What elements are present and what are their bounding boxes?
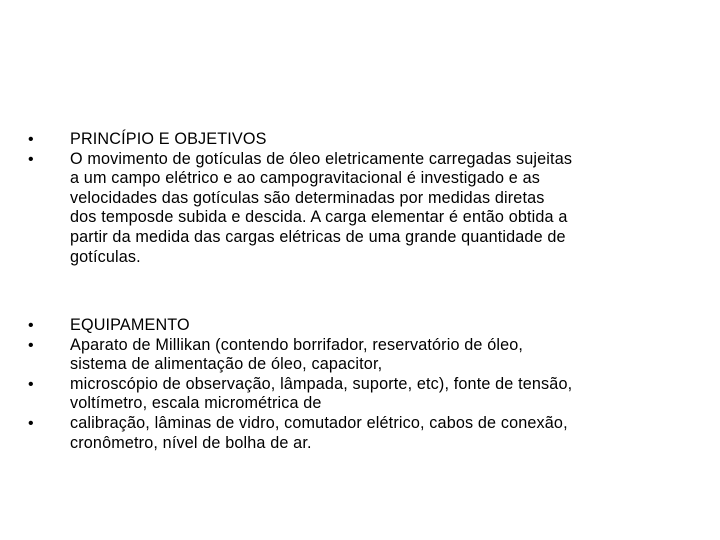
bullet-icon: • bbox=[28, 317, 34, 334]
bullet-icon: • bbox=[28, 131, 34, 148]
list-item-calibration bbox=[28, 414, 688, 453]
microscope-text: microscópio de observação, lâmpada, suporte, etc), fonte de tensão, voltímetro, escala micrométrica de bbox=[70, 374, 573, 413]
bullet-icon: • bbox=[28, 150, 34, 168]
list-item-principle-heading bbox=[28, 130, 688, 150]
bullet-icon: • bbox=[28, 336, 34, 354]
equipment-list bbox=[28, 316, 688, 453]
millikan-apparatus-text: Aparato de Millikan (contendo borrifador, reservatório de óleo, sistema de alimentação de óleo, capacitor, bbox=[70, 335, 524, 374]
calibration-text: calibração, lâminas de vidro, comutador elétrico, cabos de conexão, cronômetro, nível de bolha de ar. bbox=[70, 413, 568, 452]
list-item-millikan-apparatus bbox=[28, 336, 688, 375]
list-item-microscope bbox=[28, 375, 688, 414]
bullet-icon: • bbox=[28, 414, 34, 432]
list-item-equipment-heading bbox=[28, 316, 688, 336]
bullet-icon: • bbox=[28, 375, 34, 393]
principle-objectives-list bbox=[28, 130, 688, 267]
principle-heading: PRINCÍPIO E OBJETIVOS bbox=[70, 130, 267, 148]
list-item-principle-description bbox=[28, 150, 688, 268]
principle-description: O movimento de gotículas de óleo eletricamente carregadas sujeitas a um campo elétrico e ao campogravitacional é investigado e as velocidades das gotículas são determinadas por medidas diretas dos temposde subida e descida. A carga elementar é então obtida a partir da medida das cargas elétricas de uma grande quantidade de gotículas. bbox=[70, 149, 573, 266]
equipment-heading: EQUIPAMENTO bbox=[70, 316, 190, 334]
